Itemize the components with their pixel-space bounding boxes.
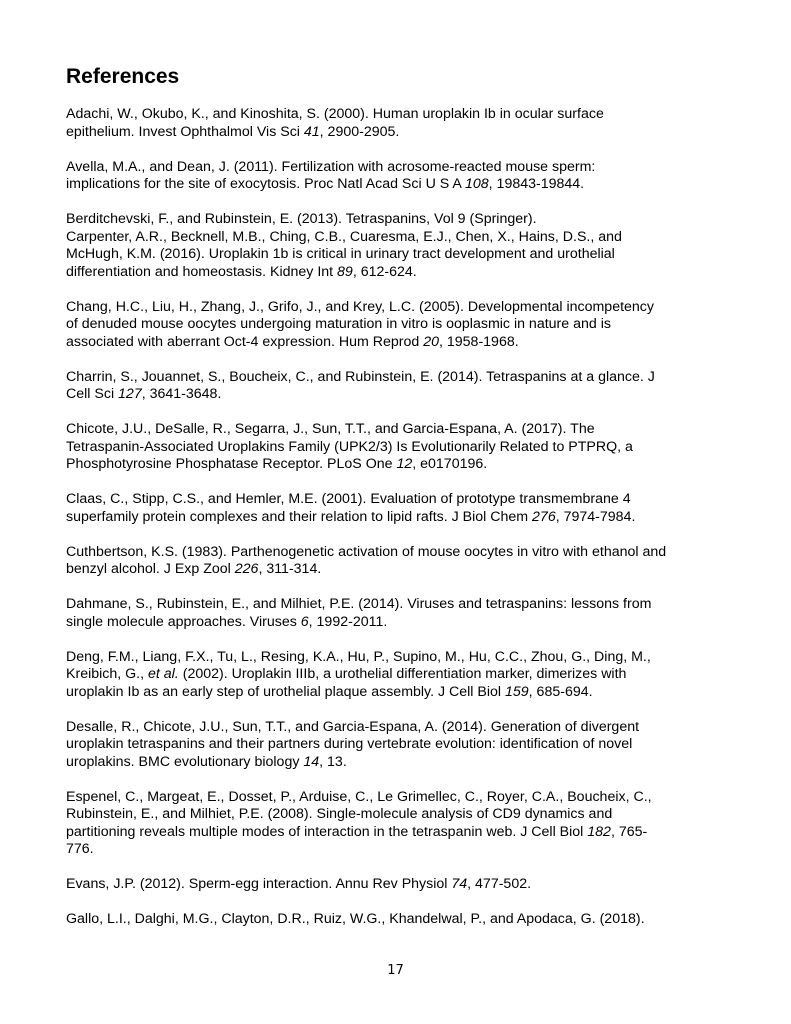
reference-item: Espenel, C., Margeat, E., Dosset, P., Arduise, C., Le Grimellec, C., Royer, C.A., Boucheix, C., Rubinstein, E., and Milhiet, P.E. (2008). Single-molecule analysis of CD9 dynamics and partitioning reveals multiple modes of interaction in the tetraspanin web. J Cell Biol 182, 765- 776. bbox=[66, 788, 652, 857]
reference-item: Charrin, S., Jouannet, S., Boucheix, C., and Rubinstein, E. (2014). Tetraspanins at a glance. J Cell Sci 127, 3641-3648. bbox=[66, 368, 655, 402]
reference-item: Desalle, R., Chicote, J.U., Sun, T.T., and Garcia-Espana, A. (2014). Generation of divergent uroplakin tetraspanins and their partners during vertebrate evolution: identification of novel uroplakins. BMC evolutionary biology 14, 13. bbox=[66, 718, 640, 770]
reference-item: Chicote, J.U., DeSalle, R., Segarra, J., Sun, T.T., and Garcia-Espana, A. (2017). The Tetraspanin-Associated Uroplakins Family (UPK2/3) Is Evolutionarily Related to PTPRQ, a Phosphotyrosine Phosphatase Receptor. PLoS One 12, e0170196. bbox=[66, 421, 633, 472]
reference-item: Berditchevski, F., and Rubinstein, E. (2013). Tetraspanins, Vol 9 (Springer). bbox=[66, 211, 537, 227]
reference-item: Avella, M.A., and Dean, J. (2011). Fertilization with acrosome-reacted mouse sperm: implications for the site of exocytosis. Proc Natl Acad Sci U S A 108, 19843-19844. bbox=[66, 158, 596, 192]
reference-item: Evans, J.P. (2012). Sperm-egg interaction. Annu Rev Physiol 74, 477-502. bbox=[66, 876, 532, 892]
reference-item: Cuthbertson, K.S. (1983). Parthenogenetic activation of mouse oocytes in vitro with ethanol and benzyl alcohol. J Exp Zool 226, 311-314. bbox=[66, 543, 667, 577]
reference-item: Gallo, L.I., Dalghi, M.G., Clayton, D.R., Ruiz, W.G., Khandelwal, P., and Apodaca, G. (2018). bbox=[66, 911, 645, 927]
references-heading: References bbox=[66, 65, 180, 88]
reference-item: Carpenter, A.R., Becknell, M.B., Ching, C.B., Cuaresma, E.J., Chen, X., Hains, D.S., and McHugh, K.M. (2016). Uroplakin 1b is critical in urinary tract development and urothelial differentiation and homeostasis. Kidney Int 89, 612-624. bbox=[66, 228, 622, 280]
reference-item: Claas, C., Stipp, C.S., and Hemler, M.E. (2001). Evaluation of prototype transmembrane 4 superfamily protein complexes and their relation to lipid rafts. J Biol Chem 276, 7974-7984. bbox=[66, 491, 636, 525]
page-number: 17 bbox=[387, 963, 404, 978]
reference-item: Deng, F.M., Liang, F.X., Tu, L., Resing, K.A., Hu, P., Supino, M., Hu, C.C., Zhou, G., Ding, M., Kreibich, G., et al. (2002). Uroplakin IIIb, a urothelial differentiation marker, dimerizes with uroplakin Ib as an early step of urothelial plaque assembly. J Cell Biol 159, 685-694. bbox=[66, 648, 651, 700]
reference-list bbox=[66, 106, 731, 929]
reference-item: Chang, H.C., Liu, H., Zhang, J., Grifo, J., and Krey, L.C. (2005). Developmental incompetency of denuded mouse oocytes undergoing maturation in vitro is ooplasmic in nature and is associated with aberrant Oct-4 expression. Hum Reprod 20, 1958-1968. bbox=[66, 298, 654, 350]
reference-item: Adachi, W., Okubo, K., and Kinoshita, S. (2000). Human uroplakin Ib in ocular surface epithelium. Invest Ophthalmol Vis Sci 41, 2900-2905. bbox=[66, 106, 604, 140]
reference-item: Dahmane, S., Rubinstein, E., and Milhiet, P.E. (2014). Viruses and tetraspanins: lessons from single molecule approaches. Viruses 6, 1992-2011. bbox=[66, 596, 652, 630]
